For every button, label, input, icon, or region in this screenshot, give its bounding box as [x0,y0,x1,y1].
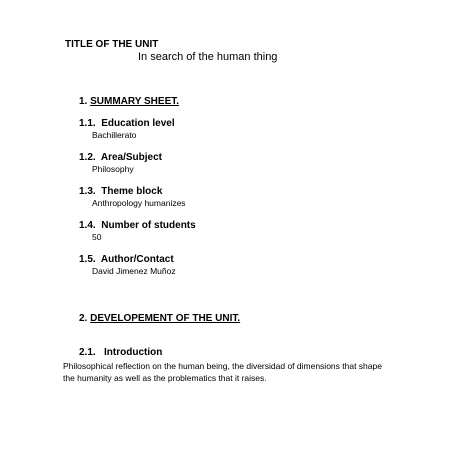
section-2-title: DEVELOPEMENT OF THE UNIT. [90,313,241,324]
unit-title-value: In search of the human thing [138,51,278,63]
section-2-number: 2. [79,313,88,324]
item-author-contact-value: David Jimenez Muñoz [92,266,176,276]
item-number: 1.3. [79,186,96,197]
item-label: Number of students [101,220,196,231]
item-education-level-value: Bachillerato [92,130,137,140]
introduction-paragraph: Philosophical reflection on the human being, the diversidad of dimensions that shape the humanity as well as the problematics that it raises. [63,361,382,383]
item-area-subject-value: Philosophy [92,164,134,174]
item-number: 1.2. [79,152,96,163]
item-label: Area/Subject [100,152,163,163]
item-number: 1.1. [79,118,96,129]
item-number-of-students-value: 50 [92,232,102,242]
item-theme-block-heading [79,186,162,197]
section-1-title: SUMMARY SHEET. [90,96,180,107]
item-number: 1.5. [79,254,96,265]
item-theme-block-value: Anthropology humanizes [92,198,186,208]
introduction-heading [79,347,162,358]
item-area-subject-heading [79,152,162,163]
item-education-level-heading [79,118,175,129]
item-label: Author/Contact [100,254,174,265]
item-number-of-students-heading [79,220,196,231]
item-label: Education level [101,118,175,129]
item-label: Theme block [101,186,163,197]
section-1-heading [79,96,179,107]
item-label: Introduction [104,347,163,358]
item-number: 1.4. [79,220,96,231]
section-2-heading [79,313,240,324]
section-1-number: 1. [79,96,88,107]
unit-title-label: TITLE OF THE UNIT [65,39,159,50]
item-number: 2.1. [79,347,96,358]
item-author-contact-heading [79,254,174,265]
